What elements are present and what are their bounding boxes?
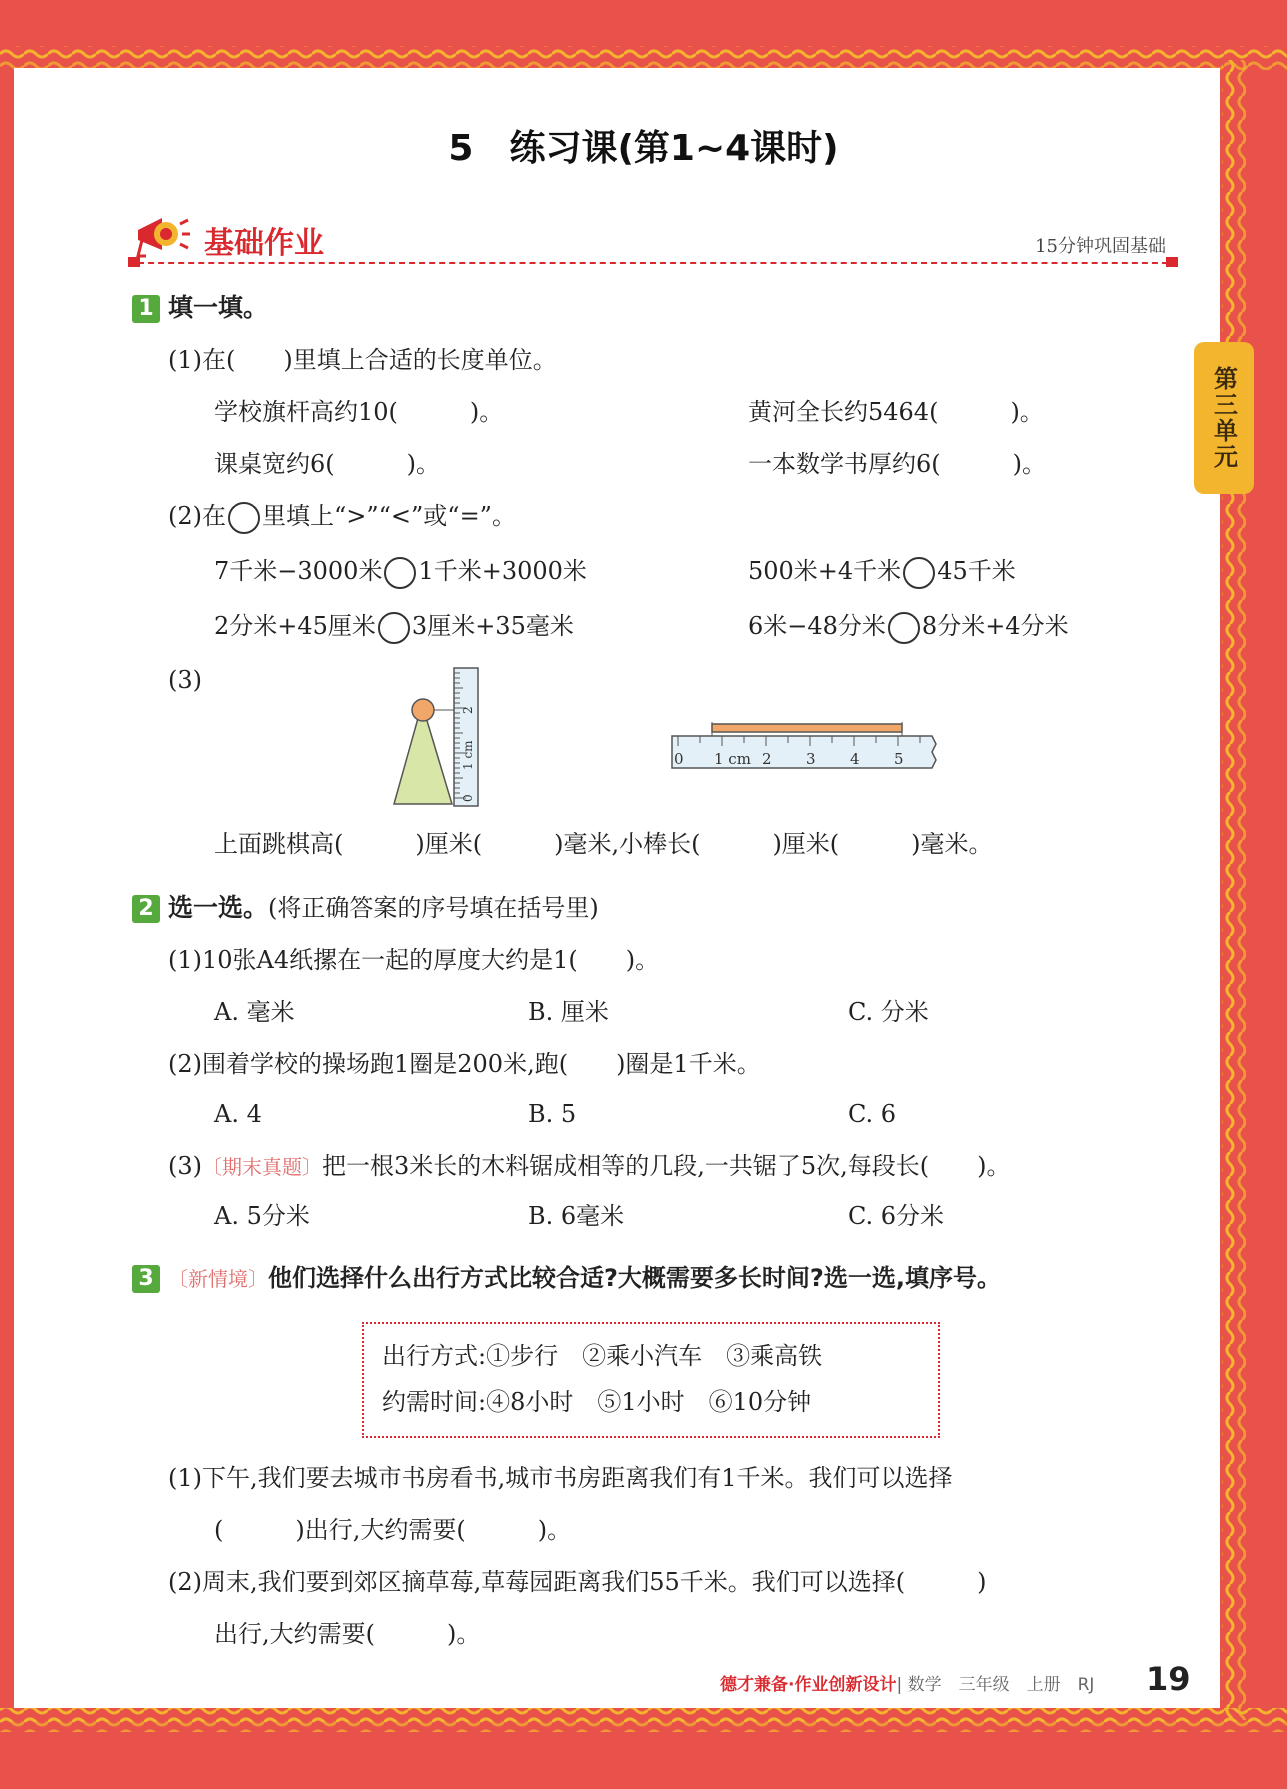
answer-circle[interactable] xyxy=(378,612,410,644)
compare-circle-icon xyxy=(228,502,260,534)
compare-right: 45千米 xyxy=(937,557,1016,585)
ruler-v-label-1: 1 cm xyxy=(461,740,475,770)
q1-part2-prefix: (2)在 xyxy=(168,502,226,530)
q2-sub2-opt-a[interactable]: A. 4 xyxy=(214,1100,262,1128)
compare-right: 1千米+3000米 xyxy=(418,557,587,585)
divider-cap-left xyxy=(128,257,140,267)
ruler-h-label-1: 1 cm xyxy=(714,750,751,768)
compare-left: 6米−48分米 xyxy=(748,612,886,640)
q3-number: 3 xyxy=(132,1265,160,1293)
q2-number: 2 xyxy=(132,895,160,923)
q1-number: 1 xyxy=(132,295,160,323)
q1-title: 填一填。 xyxy=(168,293,269,322)
divider-cap-right xyxy=(1166,257,1178,267)
compare-left: 7千米−3000米 xyxy=(214,557,383,585)
q2-heading xyxy=(132,892,599,924)
ruler-h-label-4: 4 xyxy=(850,750,860,768)
section-label: 基础作业 xyxy=(204,226,324,261)
q1-part1-a: 学校旗杆高约10( )。 xyxy=(214,398,504,426)
q1-part2 xyxy=(168,500,516,534)
ruler-v-label-0: 0 xyxy=(461,794,475,802)
scenario-tag: 〔新情境〕 xyxy=(168,1267,268,1291)
answer-circle[interactable] xyxy=(903,557,935,589)
compare-left: 500米+4千米 xyxy=(748,557,902,585)
footer-meta: | 数学 三年级 上册 RJ xyxy=(896,1675,1095,1695)
stick-ruler-figure xyxy=(670,722,940,782)
options-travel: 出行方式:①步行 ②乘小汽车 ③乘高铁 xyxy=(382,1342,823,1370)
q2-sub3 xyxy=(168,1150,1011,1183)
q3-title: 他们选择什么出行方式比较合适?大概需要多长时间?选一选,填序号。 xyxy=(268,1264,1001,1292)
q1-part3: (3) xyxy=(168,666,202,694)
q1-part1-b: 黄河全长约5464( )。 xyxy=(748,398,1044,426)
q1-part1-c: 课桌宽约6( )。 xyxy=(214,450,440,478)
compare-right: 8分米+4分米 xyxy=(921,612,1069,640)
section-header xyxy=(128,210,1178,270)
q2-title: 选一选。 xyxy=(168,893,269,922)
exam-tag: 〔期末真题〕 xyxy=(202,1155,322,1179)
q3-sub2-line1: (2)周末,我们要到郊区摘草莓,草莓园距离我们55千米。我们可以选择( ) xyxy=(168,1568,987,1596)
q3-sub1-line1: (1)下午,我们要去城市书房看书,城市书房距离我们有1千米。我们可以选择 xyxy=(168,1464,953,1492)
options-time: 约需时间:④8小时 ⑤1小时 ⑥10分钟 xyxy=(382,1388,812,1416)
q1-part3-answer: 上面跳棋高( )厘米( )毫米,小棒长( )厘米( )毫米。 xyxy=(214,830,993,858)
q2-sub3-prefix: (3) xyxy=(168,1152,202,1180)
q2-sub3-opt-c[interactable]: C. 6分米 xyxy=(848,1202,945,1230)
q1-compare-c xyxy=(214,610,574,644)
q2-sub3-opt-b[interactable]: B. 6毫米 xyxy=(528,1202,625,1230)
q1-compare-b xyxy=(748,555,1016,589)
q2-note: (将正确答案的序号填在括号里) xyxy=(268,894,599,922)
q1-part1: (1)在( )里填上合适的长度单位。 xyxy=(168,346,557,374)
q1-compare-a xyxy=(214,555,587,589)
q2-sub1: (1)10张A4纸摞在一起的厚度大约是1( )。 xyxy=(168,946,660,974)
answer-circle[interactable] xyxy=(384,557,416,589)
section-subtitle: 15分钟巩固基础 xyxy=(1035,236,1166,257)
q3-sub1-line2: ( )出行,大约需要( )。 xyxy=(214,1516,572,1544)
q2-sub3-opt-a[interactable]: A. 5分米 xyxy=(214,1202,310,1230)
q2-sub1-opt-a[interactable]: A. 毫米 xyxy=(214,998,295,1026)
footer xyxy=(720,1670,1094,1695)
q2-sub1-opt-c[interactable]: C. 分米 xyxy=(848,998,929,1026)
ruler-h-label-2: 2 xyxy=(762,750,772,768)
q2-sub2-opt-c[interactable]: C. 6 xyxy=(848,1100,897,1128)
compare-right: 3厘米+35毫米 xyxy=(411,612,574,640)
ruler-h-label-5: 5 xyxy=(894,750,904,768)
q1-compare-d xyxy=(748,610,1069,644)
ruler-h-label-0: 0 xyxy=(674,750,684,768)
answer-circle[interactable] xyxy=(888,612,920,644)
q3-heading xyxy=(132,1262,1001,1295)
ruler-h-label-3: 3 xyxy=(806,750,816,768)
section-divider xyxy=(128,262,1178,264)
q3-sub2-line2: 出行,大约需要( )。 xyxy=(214,1620,481,1648)
q1-part1-d: 一本数学书厚约6( )。 xyxy=(748,450,1046,478)
compare-left: 2分米+45厘米 xyxy=(214,612,376,640)
q1-heading xyxy=(132,292,268,324)
q2-sub2-opt-b[interactable]: B. 5 xyxy=(528,1100,577,1128)
checker-ruler-figure xyxy=(386,664,506,814)
megaphone-icon xyxy=(132,210,192,260)
footer-brand: 德才兼备·作业创新设计 xyxy=(720,1675,897,1695)
page-title: 5 练习课(第1~4课时) xyxy=(448,128,839,169)
q1-part2-text: 里填上“>”“<”或“=”。 xyxy=(262,502,516,530)
q2-sub1-opt-b[interactable]: B. 厘米 xyxy=(528,998,609,1026)
q2-sub2: (2)围着学校的操场跑1圈是200米,跑( )圈是1千米。 xyxy=(168,1050,761,1078)
ruler-v-label-2: 2 xyxy=(461,706,475,714)
page-number: 19 xyxy=(1146,1660,1191,1698)
unit-tab: 第三单元 xyxy=(1194,342,1254,494)
q2-sub3-text: 把一根3米长的木料锯成相等的几段,一共锯了5次,每段长( )。 xyxy=(322,1152,1011,1180)
